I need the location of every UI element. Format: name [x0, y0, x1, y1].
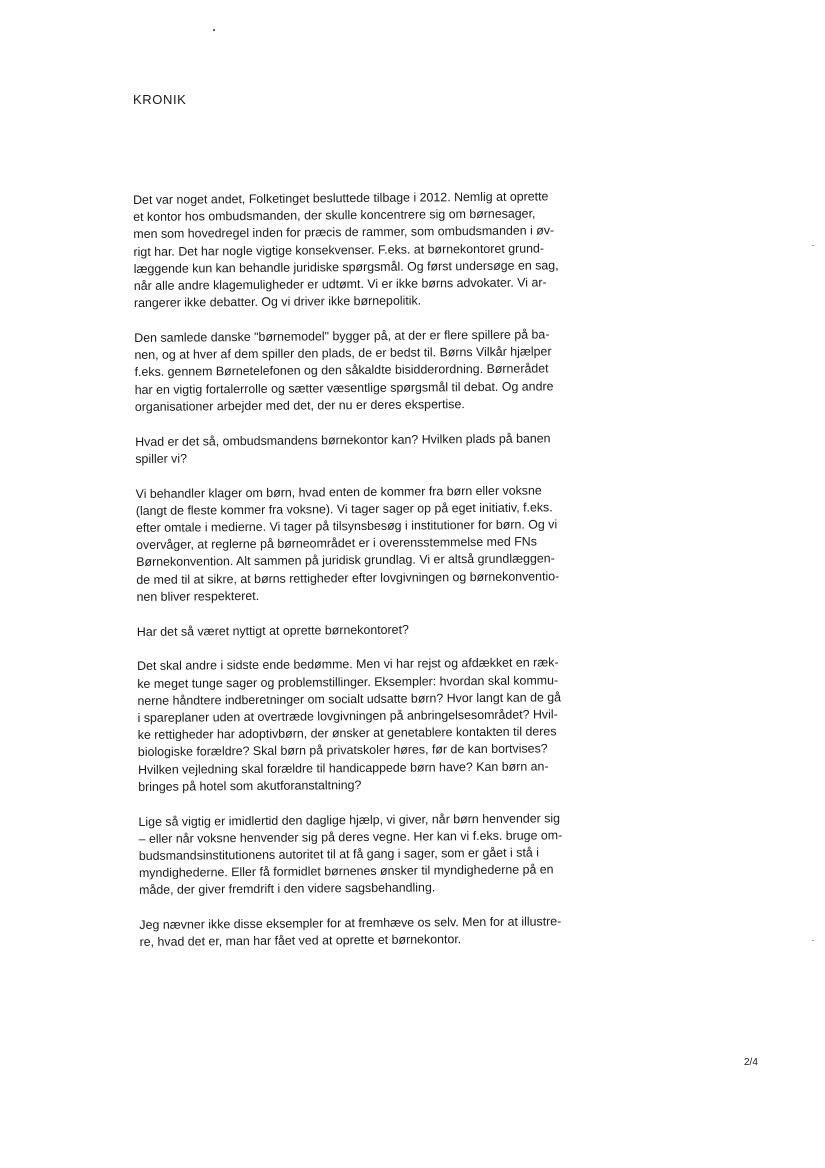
paragraph: Det skal andre i sidste ende bedømme. Men vi har rejst og afdækket en ræk- ke meget tunge sager og problemstillinger. Eksempler: hvordan skal kommu- nerne håndtere indberetninger om socialt udsatte børn? Hvor langt kan de gå i spareplaner uden at overtræde lovgivningen på anbringelsesområdet? Hvil- ke rettigheder har adoptivbørn, der ønsker at genetablere kontakten til deres biologiske forældre? Skal børn på privatskoler høres, før de kan bortvises? Hvilken vejledning skal forældre til handicappede børn have? Kan børn an- bringes på hotel som akutforanstaltning?	[137, 655, 562, 794]
paragraph: Vi behandler klager om børn, hvad enten de kommer fra børn eller voksne (langt de fleste kommer fra voksne). Vi tager sager op på eget initiativ, f.eks. efter omtale i medierne. Vi tager på tilsynsbesøg i institutioner for børn. Og vi overvåger, at reglerne på børneområdet er i overensstemmelse med FNs Børnekonvention. Alt sammen på juridisk grundlag. Vi er altså grundlæggen- de med til at sikre, at børns rettigheder efter lovgivningen og børnekonventio- nen bliver respekteret.	[135, 483, 560, 604]
paragraph: Den samlede danske "børnemodel" bygger på, at der er flere spillere på ba- nen, og at hver af dem spiller den plads, de er bedst til. Børns Vilkår hjælper f.eks. gennem Børnetelefonen og den såkaldte bisidderordning. Børnerådet har en vigtig fortalerrolle og sætter væsentlige spørgsmål til debat. Og andre organisationer arbejder med det, der nu er deres ekspertise.	[134, 327, 554, 414]
article-body	[133, 188, 580, 969]
page-number: 2/4	[744, 1057, 758, 1068]
paragraph: Har det så været nyttigt at oprette børnekontoret?	[136, 622, 409, 639]
scan-speck	[213, 29, 215, 31]
section-heading: KRONIK	[133, 92, 187, 107]
paragraph: Lige så vigtig er imidlertid den daglige hjælp, vi giver, når børn henvender sig – eller når voksne henvender sig på deres vegne. Her kan vi f.eks. bruge om- budsmandsinstitutionens autoritet til at få gang i sager, som er gået i stå i myndighederne. Eller få formidlet børnenes ønsker til myndighederne på en måde, der giver fremdrift i den videre sagsbehandling.	[138, 810, 563, 898]
scan-edge-mark	[812, 245, 814, 246]
scan-edge-mark	[812, 940, 814, 941]
paragraph: Jeg nævner ikke disse eksempler for at fremhæve os selv. Men for at illustre- re, hvad det er, man har fået ved at oprette et børnekontor.	[139, 914, 562, 950]
paragraph: Hvad er det så, ombudsmandens børnekontor kan? Hvilken plads på banen spiller vi?	[135, 430, 551, 466]
paragraph: Det var noget andet, Folketinget besluttede tilbage i 2012. Nemlig at oprette et kontor hos ombudsmanden, der skulle koncentrere sig om børnesager, men som hovedregel inden for præcis de rammer, som ombudsmanden i øv- rigt har. Det har nogle vigtige konsekvenser. F.eks. at børnekontoret grund- læggende kun kan behandle juridiske spørgsmål. Og først undersøge en sag, når alle andre klagemuligheder er udtømt. Vi er ikke børns advokater. Vi ar- rangerer ikke debatter. Og vi driver ikke børnepolitik.	[133, 189, 559, 311]
